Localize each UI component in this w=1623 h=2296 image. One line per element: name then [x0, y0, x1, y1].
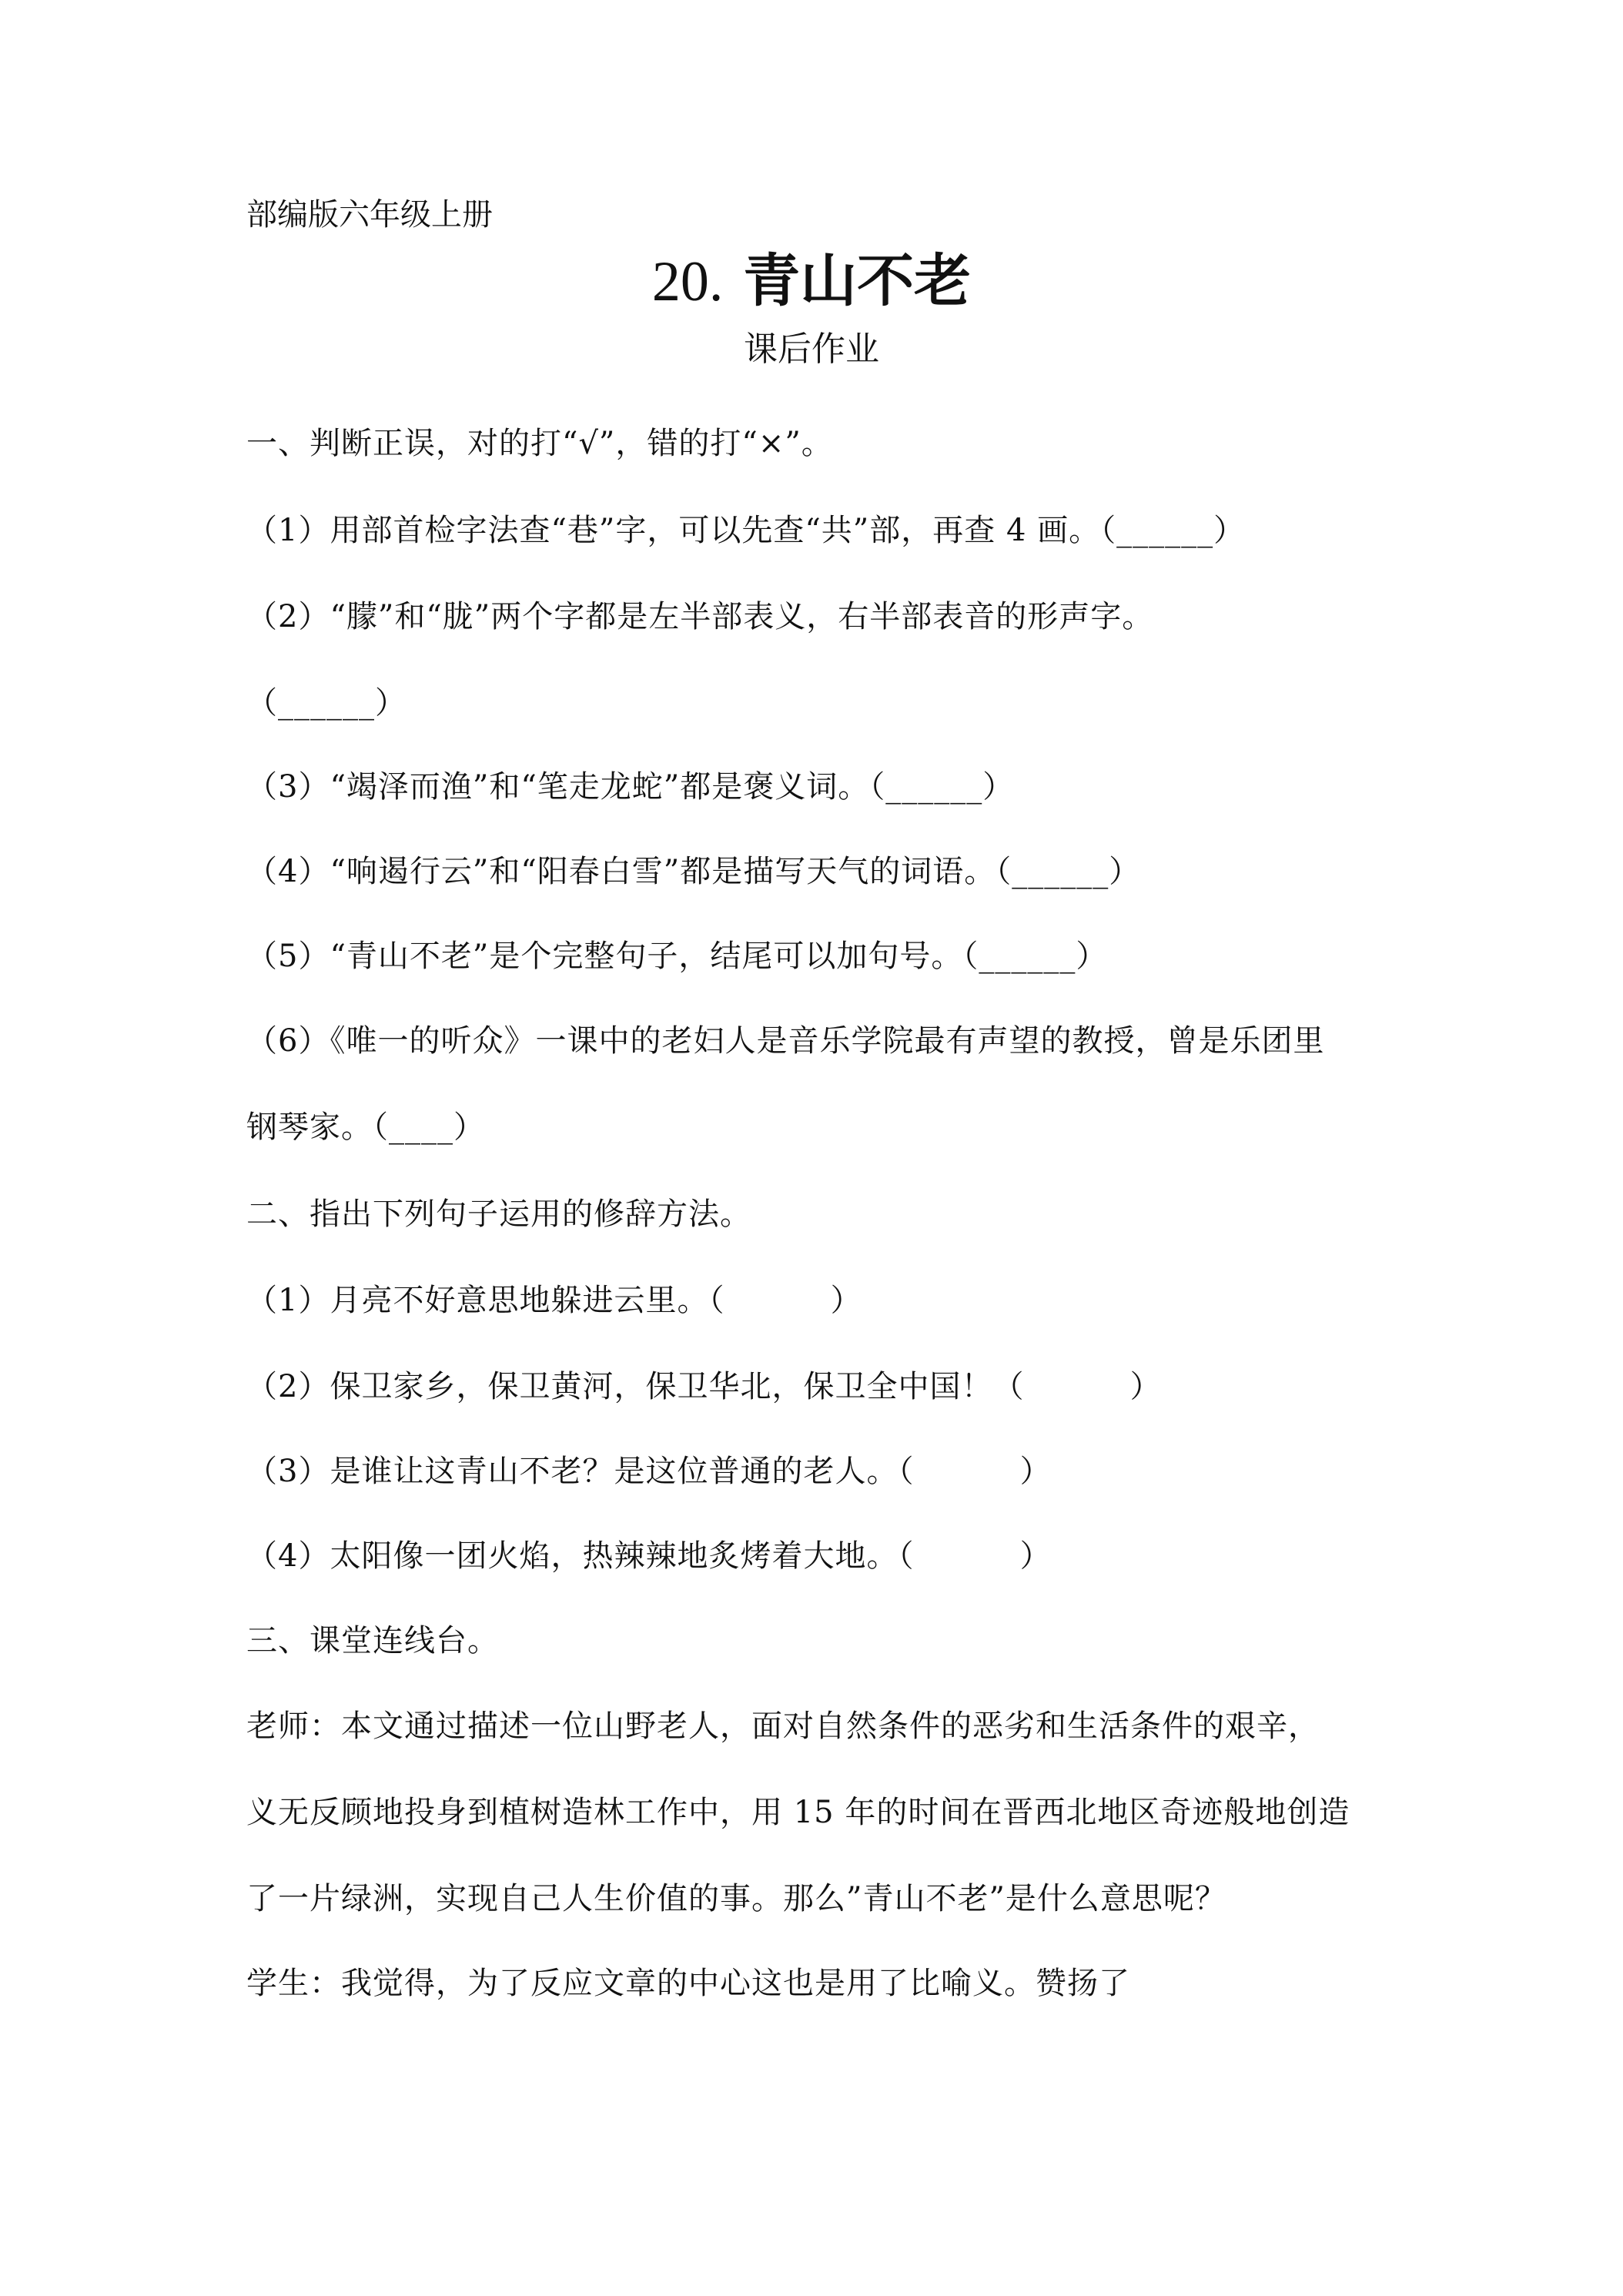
question-item: （1）月亮不好意思地躲进云里。（ ）	[246, 1283, 862, 1318]
question-item: （4）太阳像一团火焰，热辣辣地炙烤着大地。（ ）	[246, 1538, 1052, 1574]
section3-heading: 三、课堂连线台。	[246, 1623, 499, 1658]
section2-heading: 二、指出下列句子运用的修辞方法。	[246, 1197, 751, 1232]
question-item: 钢琴家。（____）	[246, 1110, 485, 1145]
dialogue-line: 学生：我觉得，为了反应文章的中心这也是用了比喻义。赞扬了	[246, 1966, 1130, 2001]
section1-heading: 一、判断正误，对的打“√”，错的打“×”。	[246, 426, 833, 461]
question-item: （5）“青山不老”是个完整句子，结尾可以加句号。（______）	[246, 939, 1108, 974]
dialogue-line: 了一片绿洲，实现自己人生价值的事。那么”青山不老”是什么意思呢？	[246, 1881, 1226, 1916]
question-item: （2）保卫家乡，保卫黄河，保卫华北，保卫全中国！（ ）	[246, 1369, 1162, 1404]
dialogue-line: 义无反顾地投身到植树造林工作中，用 15 年的时间在晋西北地区奇迹般地创造	[246, 1795, 1350, 1830]
edition-label: 部编版六年级上册	[246, 197, 493, 233]
dialogue-line: 老师：本文通过描述一位山野老人，面对自然条件的恶劣和生活条件的艰辛，	[246, 1709, 1320, 1744]
question-item: （2）“朦”和“胧”两个字都是左半部表义，右半部表音的形声字。	[246, 599, 1154, 634]
question-item: （6）《唯一的听众》一课中的老妇人是音乐学院最有声望的教授，曾是乐团里	[246, 1023, 1325, 1059]
question-item: （3）“竭泽而渔”和“笔走龙蛇”都是褒义词。（______）	[246, 769, 1015, 805]
question-item: （3）是谁让这青山不老？是这位普通的老人。（ ）	[246, 1454, 1052, 1489]
page-title	[0, 246, 1623, 316]
title-number: 20.	[651, 250, 724, 313]
page-subtitle: 课后作业	[744, 330, 879, 369]
question-item: （1）用部首检字法查“巷”字，可以先查“共”部，再查 4 画。（______）	[246, 513, 1246, 548]
question-item: （4）“响遏行云”和“阳春白雪”都是描写天气的词语。（______）	[246, 854, 1141, 889]
question-item: （______）	[246, 685, 407, 721]
title-text: 青山不老	[743, 248, 972, 314]
